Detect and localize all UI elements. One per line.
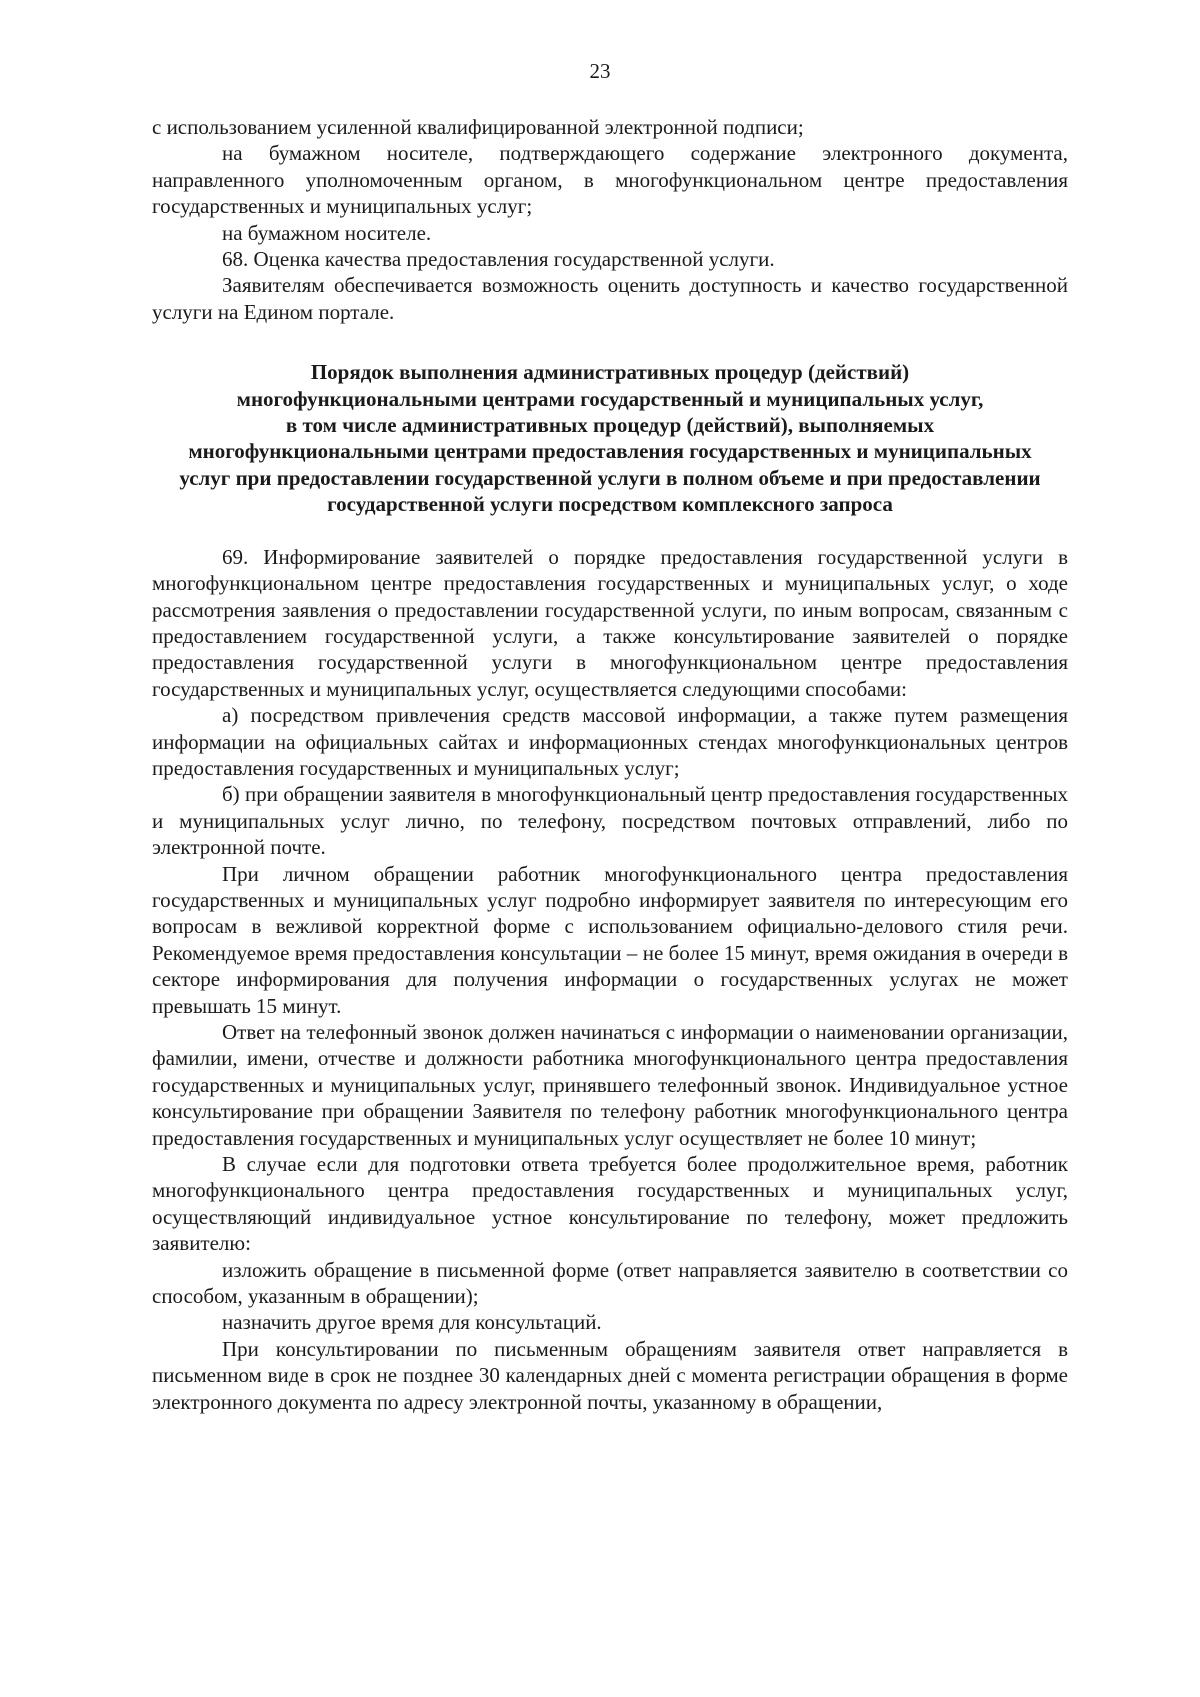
body-paragraph: При консультировании по письменным обращениям заявителя ответ направляется в письменном виде в срок не позднее 30 календарных дней с момента регистрации обращения в форме электронного документа по адресу электронной почты, указанному в обращении,	[152, 1336, 1068, 1414]
intro-paragraph: на бумажном носителе.	[222, 220, 432, 245]
section-heading-line: государственной услуги посредством комплексного запроса	[327, 492, 893, 517]
intro-paragraph-item-68: 68. Оценка качества предоставления государственной услуги.	[222, 247, 775, 272]
section-heading-line: многофункциональными центрами государственный и муниципальных услуг,	[236, 386, 984, 411]
section-heading-line: Порядок выполнения административных процедур (действий)	[310, 360, 910, 385]
body-paragraph-item-69: 69. Информирование заявителей о порядке предоставления государственной услуги в многофункциональном центре предоставления государственных и муниципальных услуг, о ходе рассмотрения заявления о предоставлении государственной услуги, по иным вопросам, связанным с предоставлением государственной услуги, а также консультирование заявителей о порядке предоставления государственной услуги в многофункциональном центре предоставления государственных и муниципальных услуг, осуществляется следующими способами:	[152, 544, 1068, 701]
section-heading-line: в том числе административных процедур (действий), выполняемых	[285, 413, 935, 438]
page-number: 23	[589, 59, 611, 83]
document-body	[152, 114, 1068, 1415]
body-paragraph: изложить обращение в письменной форме (ответ направляется заявителю в соответствии со способом, указанным в обращении);	[152, 1257, 1068, 1309]
body-paragraph: В случае если для подготовки ответа требуется более продолжительное время, работник многофункционального центра предоставления государственных и муниципальных услуг, осуществляющий индивидуальное устное консультирование по телефону, может предложить заявителю:	[152, 1152, 1068, 1256]
intro-paragraph: с использованием усиленной квалифицированной электронной подписи;	[152, 115, 804, 139]
section-heading-line: многофункциональными центрами предоставления государственных и муниципальных	[188, 439, 1032, 464]
body-paragraph: назначить другое время для консультаций.	[222, 1310, 602, 1335]
section-heading	[152, 359, 1068, 517]
body-paragraph: При личном обращении работник многофункционального центра предоставления государственных и муниципальных услуг подробно информирует заявителя по интересующим его вопросам в вежливой корректной форме с использованием официально-делового стиля речи. Рекомендуемое время предоставления консультации – не более 15 минут, время ожидания в очереди в секторе информирования для получения информации о государственных услугах не может превышать 15 минут.	[152, 861, 1068, 1018]
body-paragraph-subitem-b: б) при обращении заявителя в многофункциональный центр предоставления государственных и муниципальных услуг лично, по телефону, посредством почтовых отправлений, либо по электронной почте.	[152, 782, 1068, 860]
intro-paragraph: Заявителям обеспечивается возможность оценить доступность и качество государственной услуги на Едином портале.	[152, 273, 1068, 324]
section-heading-line: услуг при предоставлении государственной услуги в полном объеме и при предоставлении	[179, 465, 1041, 490]
intro-paragraph: на бумажном носителе, подтверждающего содержание электронного документа, направленного уполномоченным органом, в многофункциональном центре предоставления государственных и муниципальных услуг;	[152, 141, 1068, 219]
body-paragraph: Ответ на телефонный звонок должен начинаться с информации о наименовании организации, фамилии, имени, отчестве и должности работника многофункционального центра предоставления государственных и муниципальных услуг, принявшего телефонный звонок. Индивидуальное устное консультирование при обращении Заявителя по телефону работник многофункционального центра предоставления государственных и муниципальных услуг осуществляет не более 10 минут;	[152, 1020, 1068, 1150]
body-paragraph-subitem-a: а) посредством привлечения средств массовой информации, а также путем размещения информации на официальных сайтах и информационных стендах многофункциональных центров предоставления государственных и муниципальных услуг;	[152, 703, 1068, 780]
